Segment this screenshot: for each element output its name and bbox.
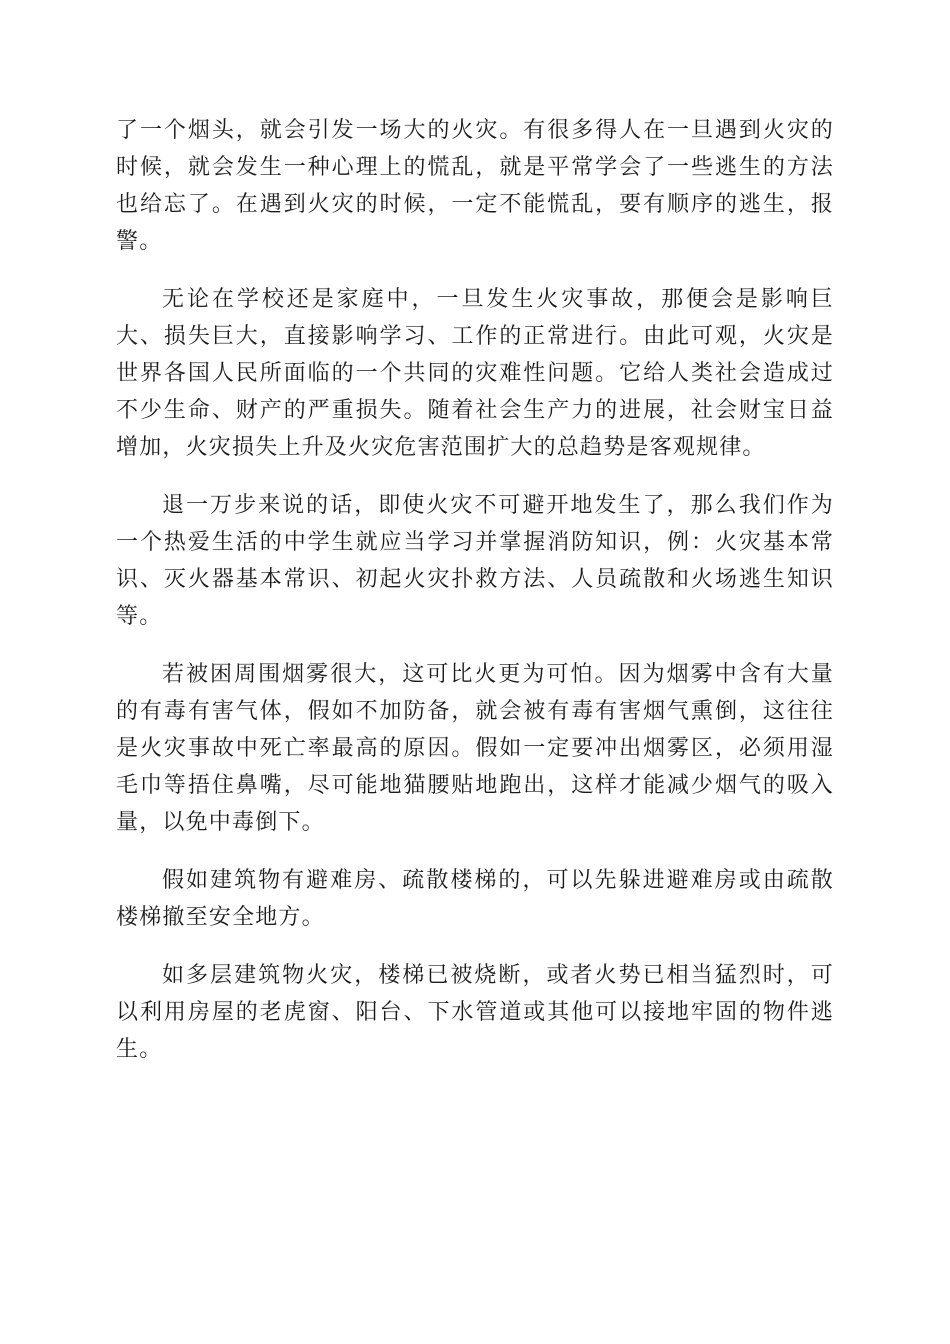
- paragraph-1: 了一个烟头，就会引发一场大的火灾。有很多得人在一旦遇到火灾的时候，就会发生一种心理上的慌乱，就是平常学会了一些逃生的方法也给忘了。在遇到火灾的时候，一定不能慌乱，要有顺序的逃生，报警。: [116, 118, 834, 254]
- paragraph-5: 假如建筑物有避难房、疏散楼梯的，可以先躲进避难房或由疏散楼梯撤至安全地方。: [116, 868, 834, 930]
- paragraph-4: 若被困周围烟雾很大，这可比火更为可怕。因为烟雾中含有大量的有毒有害气体，假如不加防备，就会被有毒有害烟气熏倒，这往往是火灾事故中死亡率最高的原因。假如一定要冲出烟雾区，必须用湿毛巾等捂住鼻嘴，尽可能地猫腰贴地跑出，这样才能减少烟气的吸入量，以免中毒倒下。: [116, 662, 834, 835]
- document-body: [116, 112, 834, 1089]
- paragraph-6: 如多层建筑物火灾，楼梯已被烧断，或者火势已相当猛烈时，可以利用房屋的老虎窗、阳台、下水管道或其他可以接地牢固的物件逃生。: [116, 963, 834, 1062]
- paragraph-3: 退一万步来说的话，即使火灾不可避开地发生了，那么我们作为一个热爱生活的中学生就应当学习并掌握消防知识，例：火灾基本常识、灭火器基本常识、初起火灾扑救方法、人员疏散和火场逃生知识等。: [116, 493, 834, 629]
- paragraph-2: 无论在学校还是家庭中，一旦发生火灾事故，那便会是影响巨大、损失巨大，直接影响学习、工作的正常进行。由此可观，火灾是世界各国人民所面临的一个共同的灾难性问题。它给人类社会造成过不少生命、财产的严重损失。随着社会生产力的进展，社会财宝日益增加，火灾损失上升及火灾危害范围扩大的总趋势是客观规律。: [116, 287, 834, 460]
